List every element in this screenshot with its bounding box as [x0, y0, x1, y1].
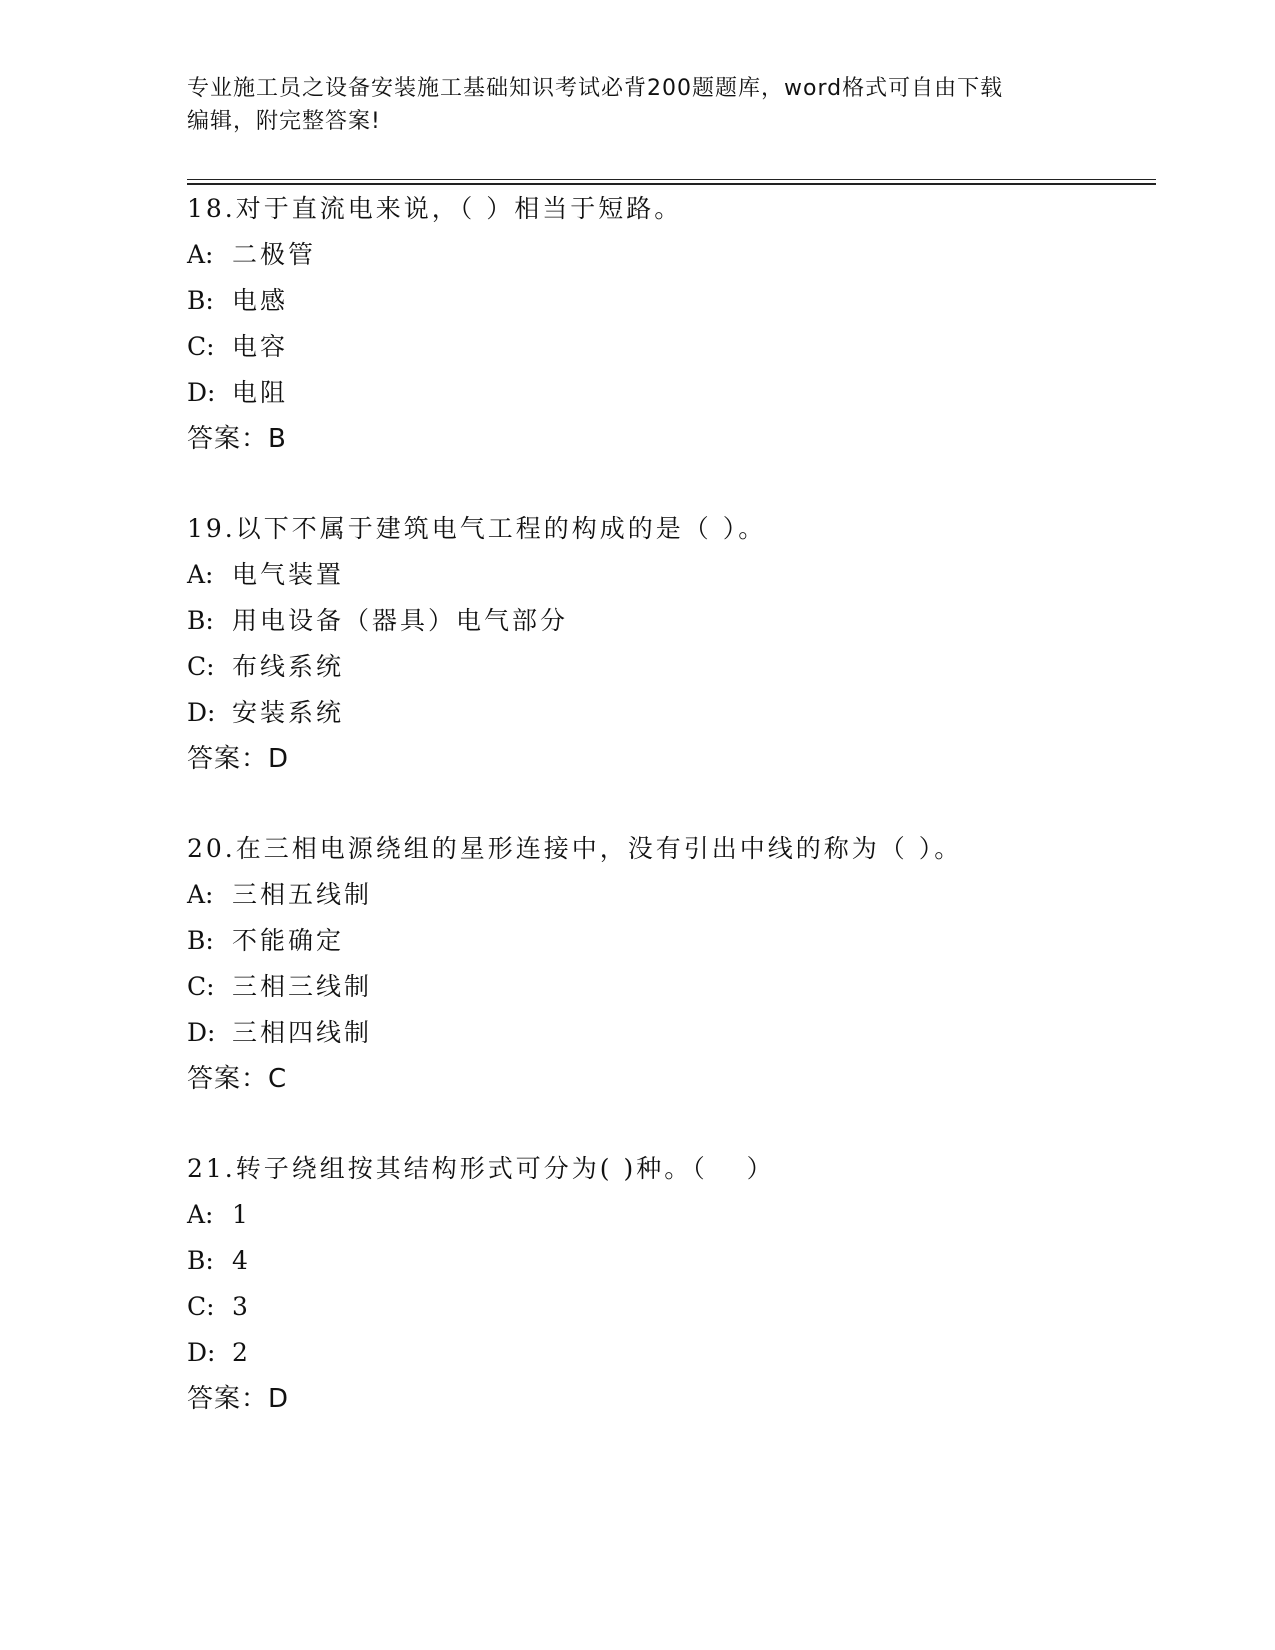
- option-text: 用电设备（器具）电气部分: [232, 606, 569, 635]
- option-c: [187, 964, 1137, 1010]
- option-letter: A:: [187, 560, 214, 589]
- option-text: 安装系统: [232, 698, 345, 727]
- header-line-2: 编辑，附完整答案!: [187, 109, 381, 134]
- answer-text: 答案：C: [187, 1064, 288, 1094]
- option-c: [187, 1284, 1137, 1330]
- option-text: 三相四线制: [232, 1018, 373, 1047]
- option-letter: B:: [187, 926, 214, 955]
- option-text: 三相三线制: [232, 972, 373, 1001]
- option-letter: C:: [187, 1292, 215, 1321]
- option-text: 电容: [232, 332, 289, 361]
- header-line-1: 专业施工员之设备安装施工基础知识考试必背200题题库，word格式可自由下载: [187, 76, 1004, 101]
- header-rule-thin: [187, 179, 1156, 180]
- option-letter: C:: [187, 652, 215, 681]
- answer-text: 答案：D: [187, 1384, 290, 1414]
- document-header: [187, 72, 1087, 138]
- option-letter: A:: [187, 1200, 214, 1229]
- header-rule-thick: [187, 183, 1156, 185]
- option-text: 布线系统: [232, 652, 345, 681]
- option-letter: D:: [187, 1018, 216, 1047]
- option-text: 电感: [232, 286, 289, 315]
- option-a: [187, 872, 1137, 918]
- option-letter: B:: [187, 1246, 214, 1275]
- option-d: [187, 1010, 1137, 1056]
- option-letter: A:: [187, 880, 214, 909]
- option-b: [187, 278, 1137, 324]
- option-text: 三相五线制: [232, 880, 373, 909]
- question-19: [187, 506, 1137, 782]
- option-b: [187, 598, 1137, 644]
- option-letter: B:: [187, 286, 214, 315]
- option-a: [187, 552, 1137, 598]
- question-20: [187, 826, 1137, 1102]
- option-d: [187, 370, 1137, 416]
- question-21: [187, 1146, 1137, 1422]
- option-letter: A:: [187, 240, 214, 269]
- question-stem: 18.对于直流电来说，（ ）相当于短路。: [187, 194, 683, 223]
- option-text: 电气装置: [232, 560, 345, 589]
- option-d: [187, 1330, 1137, 1376]
- answer-text: 答案：B: [187, 424, 287, 454]
- option-text: 2: [232, 1338, 251, 1367]
- option-letter: D:: [187, 698, 216, 727]
- option-text: 二极管: [232, 240, 317, 269]
- answer-text: 答案：D: [187, 744, 290, 774]
- option-text: 4: [232, 1246, 251, 1275]
- option-text: 电阻: [232, 378, 289, 407]
- option-text: 不能确定: [232, 926, 345, 955]
- option-d: [187, 690, 1137, 736]
- option-b: [187, 1238, 1137, 1284]
- question-stem: 21.转子绕组按其结构形式可分为( )种。（ ）: [187, 1154, 775, 1183]
- option-b: [187, 918, 1137, 964]
- option-a: [187, 232, 1137, 278]
- option-letter: C:: [187, 972, 215, 1001]
- option-c: [187, 324, 1137, 370]
- option-c: [187, 644, 1137, 690]
- option-letter: D:: [187, 378, 216, 407]
- question-18: [187, 186, 1137, 462]
- option-letter: D:: [187, 1338, 216, 1367]
- option-letter: C:: [187, 332, 215, 361]
- option-a: [187, 1192, 1137, 1238]
- option-text: 1: [232, 1200, 251, 1229]
- option-text: 3: [232, 1292, 251, 1321]
- question-stem: 19.以下不属于建筑电气工程的构成的是（ ）。: [187, 514, 767, 543]
- option-letter: B:: [187, 606, 214, 635]
- question-stem: 20.在三相电源绕组的星形连接中，没有引出中线的称为（ ）。: [187, 834, 963, 863]
